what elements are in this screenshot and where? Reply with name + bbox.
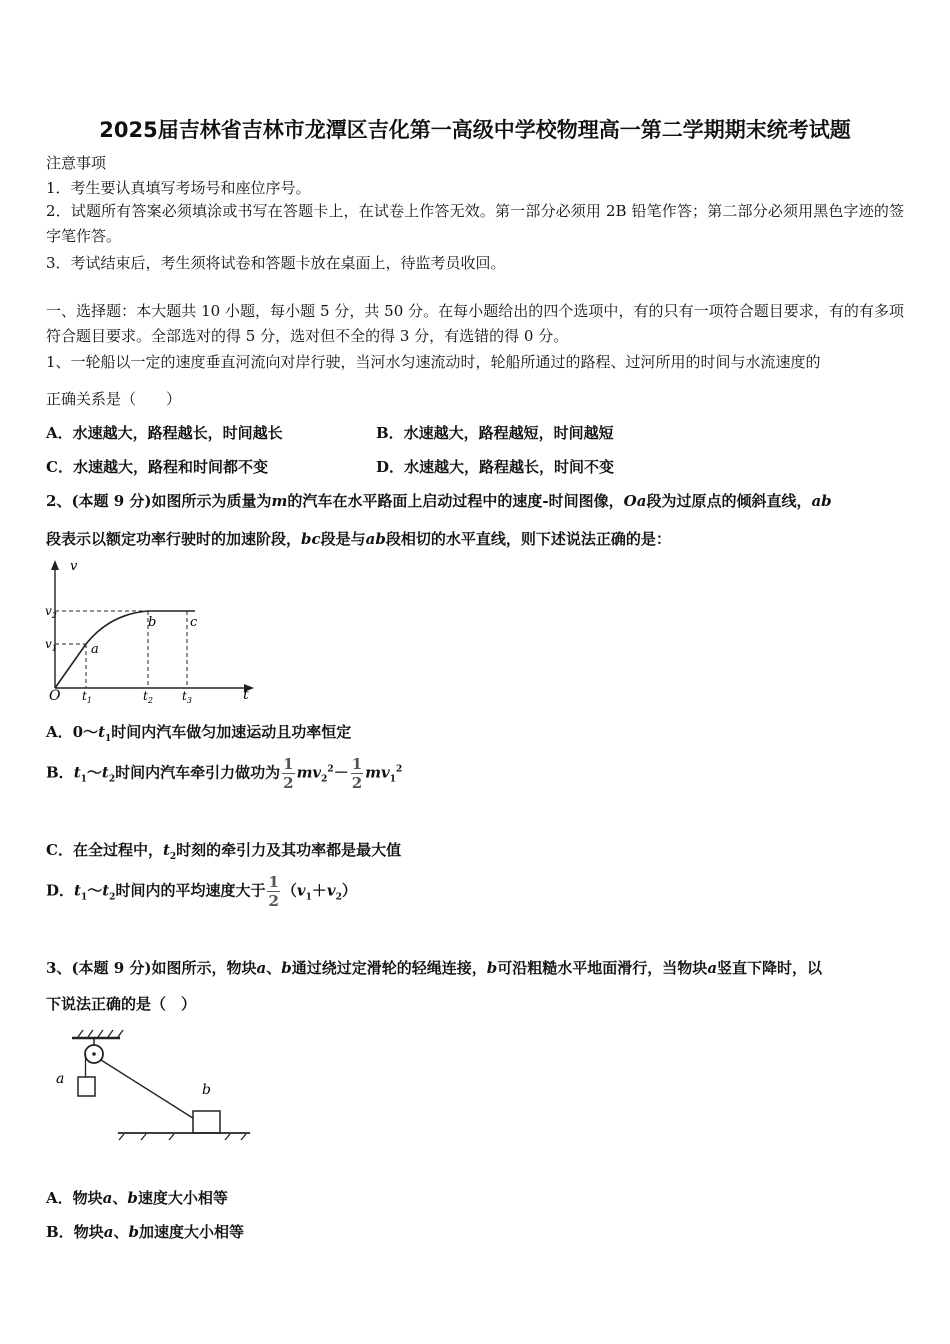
q1-option-b: B．水速越大，路程越短，时间越短 — [376, 424, 614, 442]
dashed-guides — [55, 611, 187, 688]
fraction-half: $\frac{1}{2}$ — [351, 755, 363, 792]
ceiling — [72, 1030, 123, 1038]
q2-option-a: A．$0\sim t_1$时间内汽车做匀加速运动且功率恒定 — [46, 723, 352, 744]
v-axis-arrow — [51, 560, 59, 570]
velocity-time-graph — [40, 558, 265, 708]
v2-label: v — [45, 604, 52, 618]
q3-option-a: A．物块a、b速度大小相等 — [46, 1189, 228, 1207]
section-1-intro: 一、选择题：本大题共 10 小题，每小题 5 分，共 50 分。在每小题给出的四个选项中，有的只有一项符合题目要求，有的有多项符合题目要求。全部选对的得 5 分，选对但不全的得 3 分，有选错的得 0 分。 — [46, 302, 904, 345]
point-c-label: c — [190, 615, 198, 630]
point-b-label: b — [148, 615, 157, 630]
v-t-curve — [55, 611, 195, 688]
q2-option-d: D．$t_1\sim t_2$时间内的平均速度大于 $\frac{1}{2}$ $(v_1+v_2)$ — [46, 873, 357, 910]
v-axis-label: v — [70, 559, 78, 574]
q3-stem: 3、(本题 9 分)如图所示，物块a、b通过绕过定滑轮的轻绳连接，b可沿粗糙水平地面滑行，当物块a竖直下降时，以 — [46, 959, 823, 977]
block-a — [78, 1077, 95, 1096]
q3-option-b: B．物块a、b加速度大小相等 — [46, 1223, 244, 1241]
q2-option-b: B．$t_1\sim t_2$时间内汽车牵引力做功为 $\frac{1}{2}$ $mv_2^2-$ $\frac{1}{2}$ $mv_1^2$ — [46, 755, 403, 792]
svg-text:t3: $t_3$ — [182, 689, 192, 705]
pulley-diagram — [46, 1022, 258, 1146]
v1-label: v — [45, 637, 52, 651]
fraction-half: $\frac{1}{2}$ — [268, 873, 279, 910]
svg-text:t2: $t_2$ — [143, 689, 153, 705]
block-b-label: b — [202, 1082, 211, 1098]
q3-stem-2: 下说法正确的是（ ） — [46, 995, 197, 1013]
block-a-label: a — [56, 1071, 65, 1087]
q1-stem: 1、一轮船以一定的速度垂直河流向对岸行驶，当河水匀速流动时，轮船所通过的路程、过河所用的时间与水流速度的 — [46, 353, 821, 371]
q2-score: (本题 9 分) — [71, 492, 152, 510]
block-b — [193, 1111, 220, 1133]
q2-number: 2、 — [46, 492, 72, 510]
t3-label: t — [182, 689, 187, 703]
svg-text:v1: $v_1$ — [45, 637, 57, 653]
q1-option-c: C．水速越大，路程和时间都不变 — [46, 458, 268, 476]
point-a-label: a — [91, 642, 99, 657]
notice-heading: 注意事项 — [46, 154, 107, 172]
svg-text:t1: $t_1$ — [82, 689, 92, 705]
svg-text:v2: $v_2$ — [45, 604, 57, 620]
fraction-half: $\frac{1}{2}$ — [283, 755, 294, 792]
q2-option-c: C．在全过程中，$t_2$时刻的牵引力及其功率都是最大值 — [46, 841, 402, 862]
notice-item-1: 1．考生要认真填写考场号和座位序号。 — [46, 179, 311, 197]
q3-number: 3、 — [46, 959, 72, 977]
origin-label: O — [49, 688, 61, 704]
q2-stem-2: 段表示以额定功率行驶时的加速阶段，bc段是与ab段相切的水平直线，则下述说法正确的是： — [46, 530, 671, 548]
notice-item-3: 3．考试结束后，考生须将试卷和答题卡放在桌面上，待监考员收回。 — [46, 254, 506, 272]
rope-slanted — [101, 1060, 196, 1120]
page-title: 2025届吉林省吉林市龙潭区吉化第一高级中学校物理高一第二学期期末统考试题 — [99, 118, 851, 142]
notice-item-2: 2．试题所有答案必须填涂或书写在答题卡上，在试卷上作答无效。第一部分必须用 2B 铅笔作答；第二部分必须用黑色字迹的签字笔作答。 — [46, 202, 904, 245]
q1-option-a: A．水速越大，路程越长，时间越长 — [46, 424, 283, 442]
q3-score: (本题 9 分) — [71, 959, 152, 977]
ground — [118, 1133, 250, 1140]
t2-label: t — [143, 689, 148, 703]
q2-stem: 2、(本题 9 分)如图所示为质量为m的汽车在水平路面上启动过程中的速度-时间图像，Oa段为过原点的倾斜直线，ab — [46, 492, 832, 510]
t-axis-label: t — [243, 687, 249, 703]
t1-label: t — [82, 689, 87, 703]
q1-option-d: D．水速越大，路程越长，时间不变 — [376, 458, 615, 476]
q1-stem-2: 正确关系是（ ） — [46, 390, 182, 408]
